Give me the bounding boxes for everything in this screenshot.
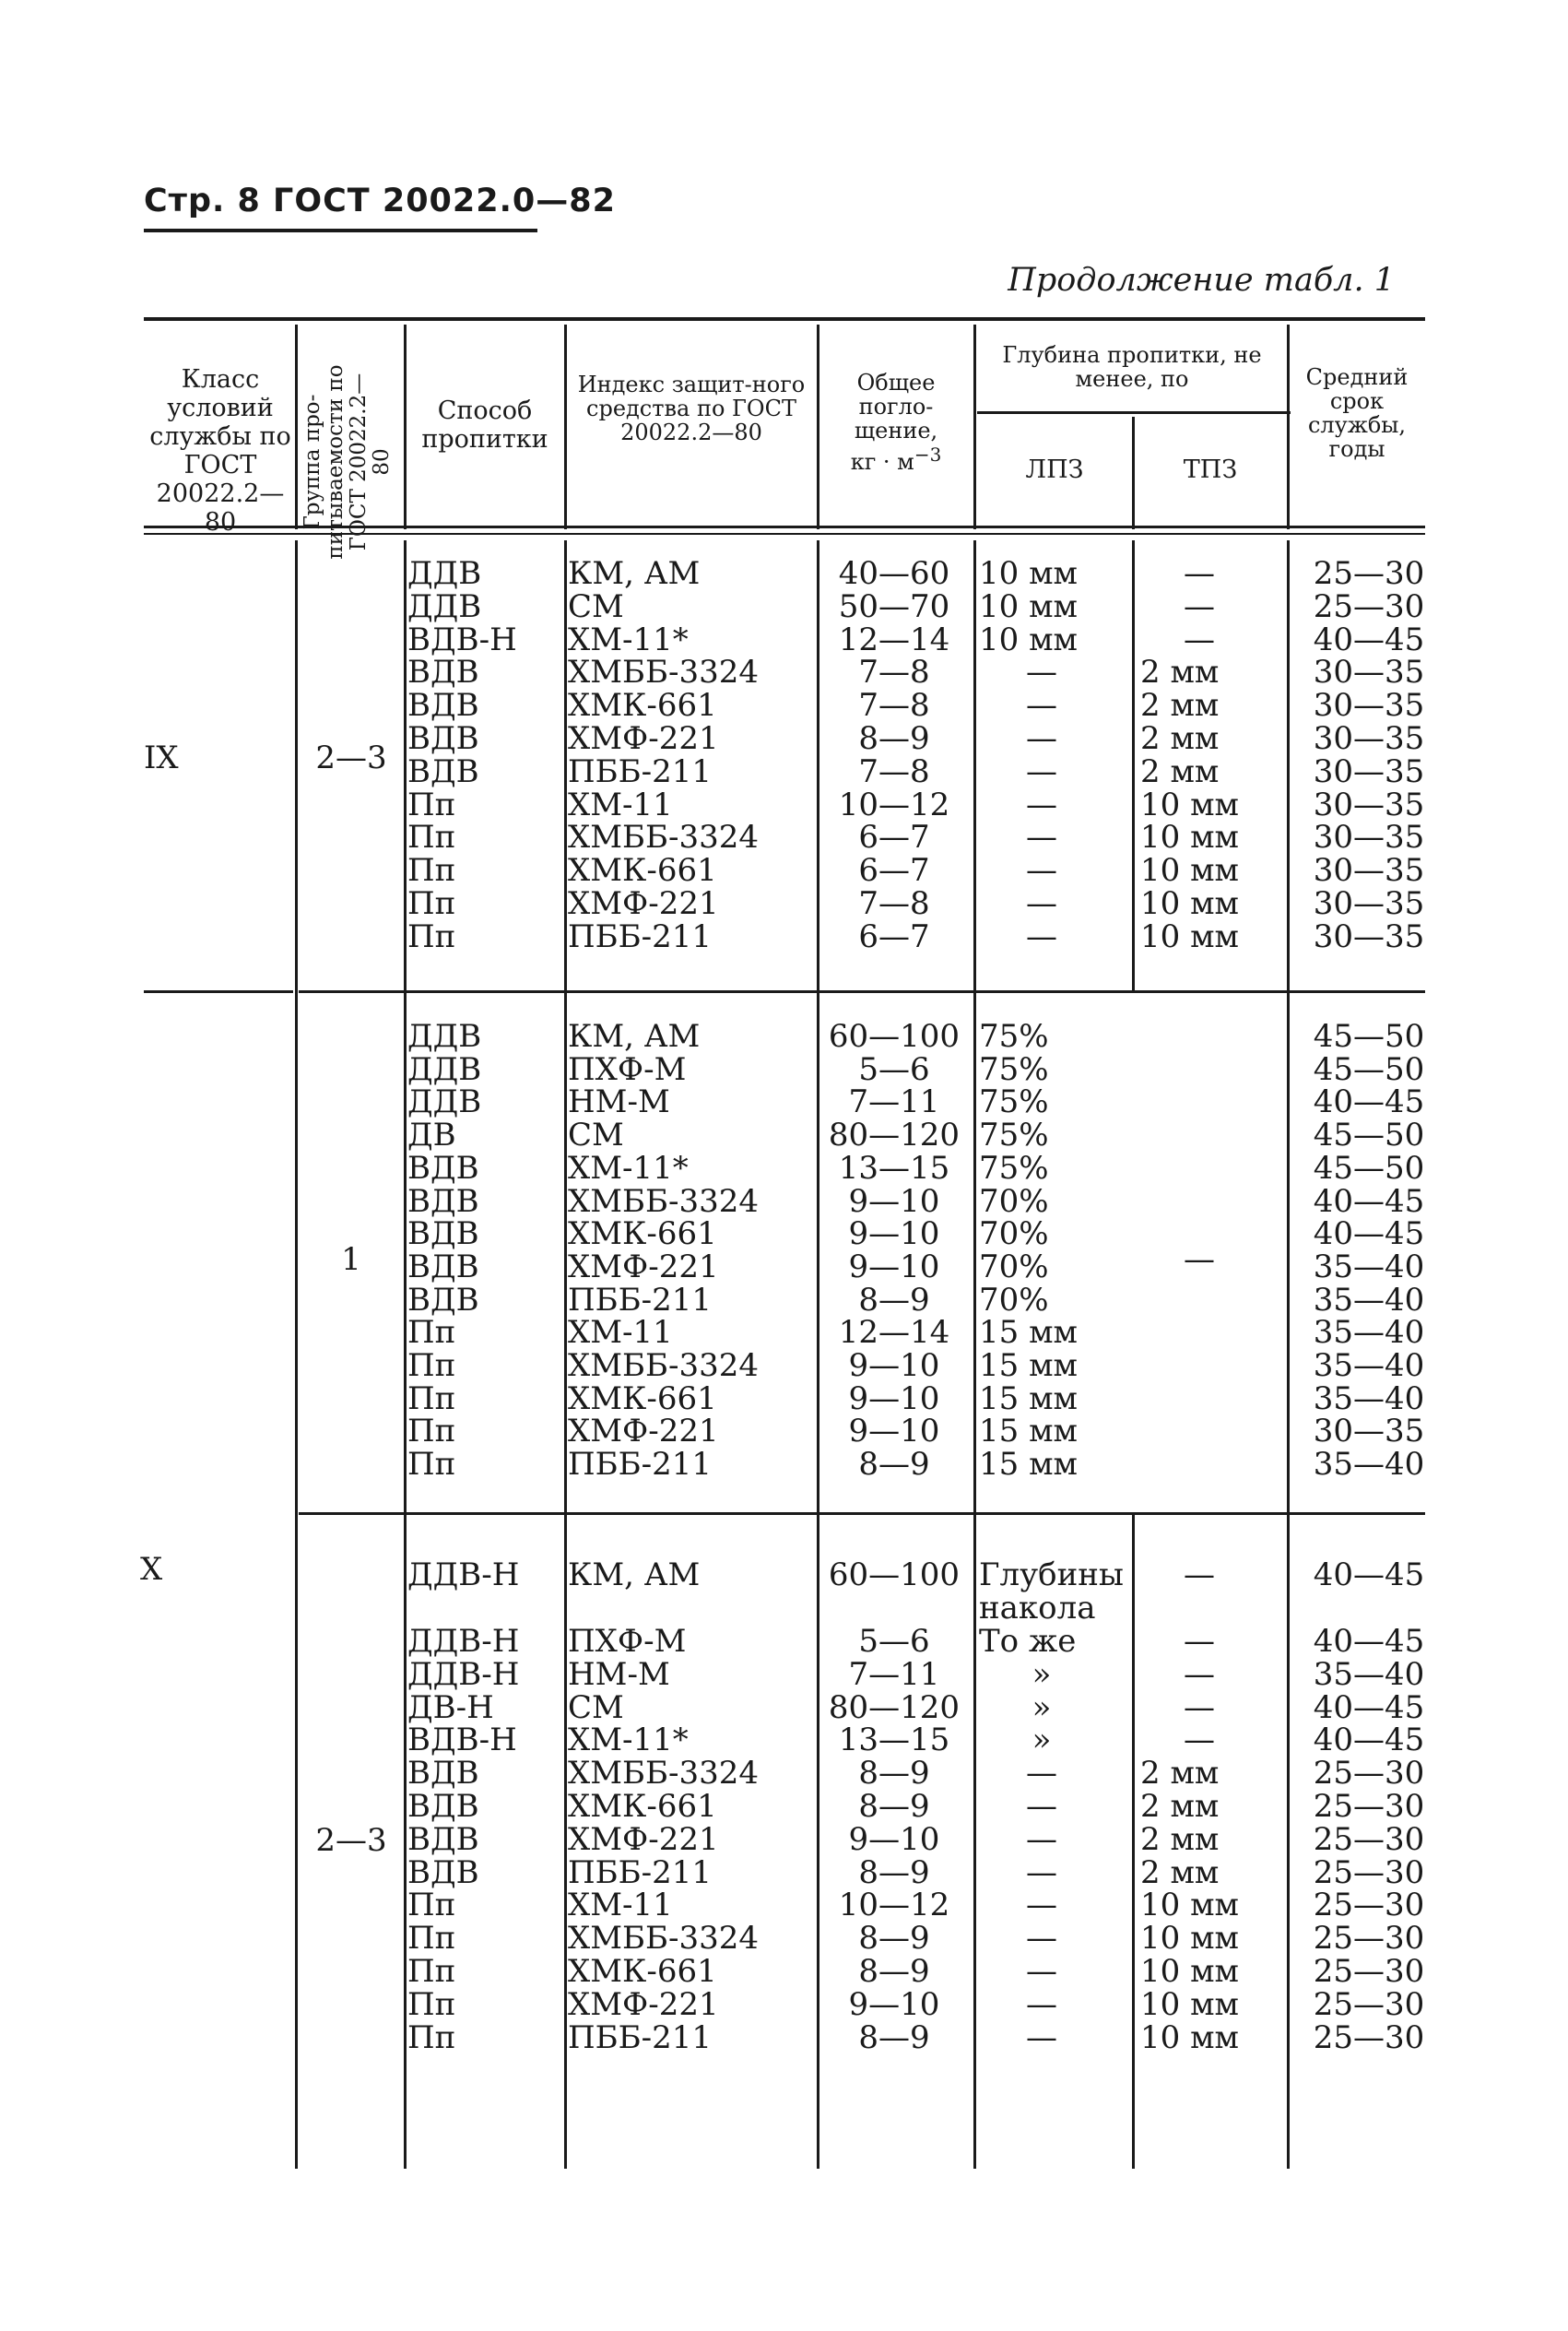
- cell-tpz: 2 мм: [1140, 1788, 1220, 1825]
- cell-lpz: Глубины накола: [979, 1556, 1124, 1627]
- cell-indeks: ХМ-11*: [568, 621, 689, 658]
- cell-indeks: ХМББ-3324: [568, 1755, 760, 1793]
- cell-indeks: ХМББ-3324: [568, 1347, 760, 1384]
- cell-indeks: ХМ-11*: [568, 1722, 689, 1759]
- cell-lpz: —: [1026, 819, 1057, 857]
- cell-sposob: ВДВ: [407, 1215, 479, 1253]
- cell-lpz: 70%: [979, 1281, 1049, 1319]
- cell-obshchee: 7—8: [858, 654, 930, 692]
- cell-sposob: Пп: [407, 1446, 456, 1484]
- cell-sposob: Пп: [407, 885, 456, 922]
- cell-lpz: 15 мм: [979, 1314, 1078, 1352]
- cell-lpz: 75%: [979, 1083, 1049, 1121]
- cell-lpz: —: [1026, 917, 1057, 955]
- cell-srok: 30—35: [1313, 917, 1425, 955]
- cell-sposob: ДДВ: [407, 1018, 482, 1055]
- cell-indeks: ПББ-211: [568, 1853, 713, 1891]
- cell-srok: 30—35: [1313, 720, 1425, 757]
- cell-srok: 25—30: [1313, 1953, 1425, 1990]
- cell-sposob: ВДВ: [407, 1853, 479, 1891]
- cell-indeks: ПХФ-М: [568, 1623, 687, 1660]
- cell-lpz: —: [1026, 852, 1057, 890]
- cell-obshchee: 9—10: [848, 1347, 940, 1384]
- cell-obshchee: 60—100: [828, 1556, 961, 1593]
- cell-obshchee: 5—6: [858, 1623, 930, 1660]
- cell-obshchee: 5—6: [858, 1050, 930, 1088]
- cell-lpz: То же: [979, 1623, 1077, 1660]
- cell-srok: 45—50: [1313, 1117, 1425, 1154]
- cell-obshchee: 6—7: [858, 917, 930, 955]
- cell-sposob: Пп: [407, 1347, 456, 1384]
- cell-srok: 30—35: [1313, 752, 1425, 790]
- cell-srok: 40—45: [1313, 1688, 1425, 1726]
- cell-obshchee: 7—8: [858, 885, 930, 922]
- cell-lpz: 75%: [979, 1149, 1049, 1187]
- cell-srok: 40—45: [1313, 1623, 1425, 1660]
- cell-obshchee: 40—60: [838, 555, 950, 592]
- cell-sposob: ДДВ: [407, 1083, 482, 1121]
- body-divider-7: [1287, 540, 1290, 2169]
- cell-indeks: СМ: [568, 587, 624, 625]
- header-indeks: Индекс защит-ного средства по ГОСТ 20022.2—80: [577, 372, 806, 445]
- cell-srok: 25—30: [1313, 1920, 1425, 1958]
- body-divider-4: [817, 540, 819, 2169]
- cell-indeks: ХМББ-3324: [568, 819, 760, 857]
- cell-tpz: 10 мм: [1140, 2018, 1239, 2056]
- cell-indeks: ХМ-11: [568, 1314, 673, 1352]
- cell-indeks: ХМ-11*: [568, 1149, 689, 1187]
- klass-ix: IX: [144, 740, 179, 776]
- cell-indeks: ХМББ-3324: [568, 654, 760, 692]
- cell-sposob: ВДВ: [407, 720, 479, 757]
- cell-obshchee: 7—8: [858, 687, 930, 725]
- cell-srok: 30—35: [1313, 885, 1425, 922]
- cell-indeks: ХМФ-221: [568, 1985, 719, 2023]
- cell-obshchee: 12—14: [838, 621, 950, 658]
- cell-srok: 35—40: [1313, 1347, 1425, 1384]
- header-klass: Класс условий службы по ГОСТ 20022.2—80: [149, 365, 291, 537]
- cell-indeks: КМ, АМ: [568, 1556, 701, 1593]
- cell-indeks: КМ, АМ: [568, 1018, 701, 1055]
- cell-tpz: 10 мм: [1140, 1985, 1239, 2023]
- cell-obshchee: 80—120: [828, 1117, 961, 1154]
- body-divider-1: [295, 540, 298, 2169]
- cell-sposob: Пп: [407, 1314, 456, 1352]
- header-tpz: ТПЗ: [1183, 456, 1238, 484]
- cell-tpz: 10 мм: [1140, 1920, 1239, 1958]
- cell-obshchee: 7—11: [848, 1083, 940, 1121]
- group-separator-ix-x-2: [299, 990, 1425, 993]
- cell-srok: 35—40: [1313, 1314, 1425, 1352]
- cell-obshchee: 9—10: [848, 1248, 940, 1285]
- cell-obshchee: 8—9: [858, 1788, 930, 1825]
- cell-obshchee: 9—10: [848, 1985, 940, 2023]
- cell-srok: 30—35: [1313, 654, 1425, 692]
- cell-indeks: ПХФ-М: [568, 1050, 687, 1088]
- cell-srok: 25—30: [1313, 1820, 1425, 1858]
- cell-lpz: 10 мм: [979, 587, 1078, 625]
- cell-indeks: ПББ-211: [568, 752, 713, 790]
- gruppa-ix: 2—3: [315, 740, 387, 776]
- cell-sposob: Пп: [407, 2018, 456, 2056]
- cell-lpz: 10 мм: [979, 555, 1078, 592]
- cell-sposob: ДВ-Н: [407, 1688, 494, 1726]
- cell-obshchee: 8—9: [858, 1755, 930, 1793]
- cell-obshchee: 8—9: [858, 720, 930, 757]
- cell-indeks: СМ: [568, 1688, 624, 1726]
- cell-srok: 35—40: [1313, 1281, 1425, 1319]
- cell-sposob: ДДВ-Н: [407, 1655, 520, 1693]
- cell-sposob: ВДВ: [407, 752, 479, 790]
- cell-obshchee: 7—11: [848, 1655, 940, 1693]
- cell-lpz: 75%: [979, 1050, 1049, 1088]
- cell-obshchee: 9—10: [848, 1379, 940, 1417]
- body-divider-5: [973, 540, 976, 2169]
- cell-srok: 30—35: [1313, 786, 1425, 823]
- cell-sposob: ДДВ: [407, 587, 482, 625]
- cell-lpz: 15 мм: [979, 1446, 1078, 1484]
- cell-sposob: ВДВ: [407, 1281, 479, 1319]
- header-lpz: ЛПЗ: [1025, 456, 1084, 484]
- cell-sposob: ВДВ: [407, 1248, 479, 1285]
- cell-obshchee: 8—9: [858, 2018, 930, 2056]
- cell-sposob: ВДВ: [407, 654, 479, 692]
- cell-srok: 30—35: [1313, 1413, 1425, 1450]
- cell-lpz: 75%: [979, 1018, 1049, 1055]
- cell-sposob: ВДВ: [407, 1820, 479, 1858]
- cell-sposob: Пп: [407, 1379, 456, 1417]
- cell-lpz: »: [1032, 1688, 1052, 1726]
- tpz-common-x-1: —: [1184, 1241, 1215, 1278]
- header-sposob: Способ пропитки: [421, 396, 548, 454]
- cell-sposob: Пп: [407, 1985, 456, 2023]
- cell-lpz: 15 мм: [979, 1347, 1078, 1384]
- cell-tpz: 10 мм: [1140, 786, 1239, 823]
- cell-srok: 35—40: [1313, 1379, 1425, 1417]
- cell-tpz: 2 мм: [1140, 1853, 1220, 1891]
- cell-sposob: Пп: [407, 1953, 456, 1990]
- cell-sposob: ДДВ-Н: [407, 1556, 520, 1593]
- cell-sposob: Пп: [407, 1413, 456, 1450]
- cell-lpz: 15 мм: [979, 1379, 1078, 1417]
- cell-obshchee: 8—9: [858, 1853, 930, 1891]
- cell-lpz: —: [1026, 1788, 1057, 1825]
- cell-lpz: —: [1026, 786, 1057, 823]
- cell-obshchee: 9—10: [848, 1182, 940, 1220]
- header-gruppa: Группа про-питываемости по ГОСТ 20022.2—80: [301, 364, 394, 560]
- cell-lpz: —: [1026, 687, 1057, 725]
- cell-tpz: —: [1184, 587, 1215, 625]
- cell-tpz: 2 мм: [1140, 720, 1220, 757]
- cell-indeks: ХМББ-3324: [568, 1920, 760, 1958]
- cell-sposob: ВДВ: [407, 1149, 479, 1187]
- cell-srok: 40—45: [1313, 1722, 1425, 1759]
- cell-tpz: 10 мм: [1140, 852, 1239, 890]
- cell-lpz: »: [1032, 1655, 1052, 1693]
- cell-srok: 25—30: [1313, 1853, 1425, 1891]
- cell-lpz: —: [1026, 2018, 1057, 2056]
- cell-obshchee: 13—15: [838, 1722, 950, 1759]
- cell-indeks: ХМФ-221: [568, 1820, 719, 1858]
- cell-obshchee: 8—9: [858, 1920, 930, 1958]
- cell-obshchee: 6—7: [858, 819, 930, 857]
- cell-obshchee: 7—8: [858, 752, 930, 790]
- cell-sposob: ВДВ-Н: [407, 621, 517, 658]
- cell-srok: 25—30: [1313, 1755, 1425, 1793]
- cell-srok: 45—50: [1313, 1018, 1425, 1055]
- cell-srok: 40—45: [1313, 1182, 1425, 1220]
- header-glubina: Глубина пропитки, не менее, по: [1002, 342, 1262, 392]
- cell-indeks: СМ: [568, 1117, 624, 1154]
- cell-tpz: 2 мм: [1140, 752, 1220, 790]
- cell-indeks: ХМФ-221: [568, 1248, 719, 1285]
- cell-obshchee: 8—9: [858, 1953, 930, 1990]
- cell-obshchee: 80—120: [828, 1688, 961, 1726]
- header-obshchee: Общее погло-щение, кг · $м^{-3}$: [850, 370, 942, 475]
- cell-indeks: НМ-М: [568, 1083, 670, 1121]
- cell-srok: 25—30: [1313, 555, 1425, 592]
- cell-srok: 30—35: [1313, 819, 1425, 857]
- cell-indeks: НМ-М: [568, 1655, 670, 1693]
- cell-lpz: —: [1026, 1920, 1057, 1958]
- cell-obshchee: 9—10: [848, 1215, 940, 1253]
- cell-tpz: —: [1184, 1688, 1215, 1726]
- cell-obshchee: 10—12: [838, 786, 950, 823]
- cell-srok: 35—40: [1313, 1248, 1425, 1285]
- cell-sposob: ДДВ: [407, 1050, 482, 1088]
- cell-sposob: Пп: [407, 1920, 456, 1958]
- cell-lpz: —: [1026, 752, 1057, 790]
- cell-lpz: 75%: [979, 1117, 1049, 1154]
- cell-indeks: ПББ-211: [568, 2018, 713, 2056]
- page-header: Стр. 8 ГОСТ 20022.0—82: [144, 183, 616, 219]
- body-divider-6: [1132, 540, 1135, 992]
- cell-tpz: —: [1184, 555, 1215, 592]
- cell-sposob: ДДВ: [407, 555, 482, 592]
- cell-sposob: ВДВ: [407, 687, 479, 725]
- cell-obshchee: 12—14: [838, 1314, 950, 1352]
- cell-obshchee: 50—70: [838, 587, 950, 625]
- table-top-rule: [144, 317, 1425, 321]
- cell-sposob: Пп: [407, 917, 456, 955]
- cell-srok: 25—30: [1313, 2018, 1425, 2056]
- cell-indeks: ПББ-211: [568, 1281, 713, 1319]
- cell-tpz: 10 мм: [1140, 885, 1239, 922]
- cell-srok: 30—35: [1313, 852, 1425, 890]
- cell-tpz: 10 мм: [1140, 1953, 1239, 1990]
- cell-lpz: 70%: [979, 1248, 1049, 1285]
- cell-sposob: Пп: [407, 819, 456, 857]
- cell-obshchee: 6—7: [858, 852, 930, 890]
- group-separator-ix-x: [144, 990, 293, 993]
- cell-tpz: 2 мм: [1140, 687, 1220, 725]
- cell-indeks: КМ, АМ: [568, 555, 701, 592]
- cell-srok: 45—50: [1313, 1149, 1425, 1187]
- group-separator-x1-x23: [299, 1512, 1425, 1515]
- cell-sposob: ДДВ-Н: [407, 1623, 520, 1660]
- table-continuation-label: Продолжение табл. 1: [1008, 262, 1395, 299]
- cell-srok: 35—40: [1313, 1655, 1425, 1693]
- cell-srok: 40—45: [1313, 1215, 1425, 1253]
- cell-tpz: —: [1184, 1623, 1215, 1660]
- cell-lpz: —: [1026, 720, 1057, 757]
- cell-indeks: ХМК-661: [568, 1215, 717, 1253]
- cell-indeks: ХМББ-3324: [568, 1182, 760, 1220]
- cell-lpz: 70%: [979, 1182, 1049, 1220]
- cell-tpz: 2 мм: [1140, 1755, 1220, 1793]
- cell-sposob: Пп: [407, 852, 456, 890]
- cell-lpz: —: [1026, 1820, 1057, 1858]
- cell-srok: 40—45: [1313, 1083, 1425, 1121]
- cell-indeks: ХМ-11: [568, 1887, 673, 1924]
- cell-tpz: —: [1184, 1655, 1215, 1693]
- cell-indeks: ХМФ-221: [568, 1413, 719, 1450]
- cell-obshchee: 9—10: [848, 1820, 940, 1858]
- cell-sposob: Пп: [407, 786, 456, 823]
- cell-obshchee: 9—10: [848, 1413, 940, 1450]
- cell-obshchee: 8—9: [858, 1281, 930, 1319]
- cell-srok: 40—45: [1313, 621, 1425, 658]
- body-divider-2: [404, 540, 407, 2169]
- cell-obshchee: 60—100: [828, 1018, 961, 1055]
- cell-sposob: ДВ: [407, 1117, 456, 1154]
- cell-tpz: 10 мм: [1140, 917, 1239, 955]
- cell-obshchee: 13—15: [838, 1149, 950, 1187]
- cell-obshchee: 10—12: [838, 1887, 950, 1924]
- cell-indeks: ПББ-211: [568, 1446, 713, 1484]
- cell-indeks: ХМК-661: [568, 852, 717, 890]
- cell-lpz: —: [1026, 1953, 1057, 1990]
- cell-indeks: ПББ-211: [568, 917, 713, 955]
- cell-lpz: —: [1026, 654, 1057, 692]
- cell-obshchee: 8—9: [858, 1446, 930, 1484]
- cell-srok: 45—50: [1313, 1050, 1425, 1088]
- cell-indeks: ХМК-661: [568, 1788, 717, 1825]
- cell-tpz: 10 мм: [1140, 1887, 1239, 1924]
- glubina-sub-rule: [977, 411, 1291, 414]
- body-divider-3: [564, 540, 567, 2169]
- cell-indeks: ХМФ-221: [568, 720, 719, 757]
- cell-srok: 35—40: [1313, 1446, 1425, 1484]
- cell-srok: 25—30: [1313, 1887, 1425, 1924]
- cell-srok: 30—35: [1313, 687, 1425, 725]
- cell-lpz: 70%: [979, 1215, 1049, 1253]
- cell-lpz: —: [1026, 885, 1057, 922]
- cell-lpz: —: [1026, 1853, 1057, 1891]
- body-divider-6b: [1132, 1512, 1135, 2169]
- cell-tpz: 2 мм: [1140, 654, 1220, 692]
- cell-lpz: »: [1032, 1722, 1052, 1759]
- cell-lpz: 10 мм: [979, 621, 1078, 658]
- header-underline: [144, 229, 537, 232]
- cell-sposob: ВДВ-Н: [407, 1722, 517, 1759]
- cell-lpz: 15 мм: [979, 1413, 1078, 1450]
- cell-tpz: —: [1184, 1722, 1215, 1759]
- cell-indeks: ХМ-11: [568, 786, 673, 823]
- cell-indeks: ХМК-661: [568, 1379, 717, 1417]
- cell-tpz: —: [1184, 621, 1215, 658]
- cell-tpz: 2 мм: [1140, 1820, 1220, 1858]
- cell-srok: 25—30: [1313, 1788, 1425, 1825]
- cell-sposob: ВДВ: [407, 1788, 479, 1825]
- cell-sposob: ВДВ: [407, 1182, 479, 1220]
- cell-srok: 40—45: [1313, 1556, 1425, 1593]
- cell-tpz: 10 мм: [1140, 819, 1239, 857]
- cell-tpz: —: [1184, 1556, 1215, 1593]
- cell-lpz: —: [1026, 1755, 1057, 1793]
- cell-sposob: Пп: [407, 1887, 456, 1924]
- cell-lpz: —: [1026, 1887, 1057, 1924]
- col-divider-5: [973, 325, 976, 529]
- cell-srok: 25—30: [1313, 587, 1425, 625]
- gruppa-x-2-3: 2—3: [315, 1822, 387, 1859]
- cell-lpz: —: [1026, 1985, 1057, 2023]
- gruppa-x-1: 1: [341, 1241, 361, 1278]
- cell-indeks: ХМФ-221: [568, 885, 719, 922]
- klass-x: X: [140, 1551, 163, 1588]
- cell-indeks: ХМК-661: [568, 1953, 717, 1990]
- cell-sposob: ВДВ: [407, 1755, 479, 1793]
- cell-indeks: ХМК-661: [568, 687, 717, 725]
- header-srok: Средний срок службы, годы: [1305, 364, 1409, 462]
- cell-srok: 25—30: [1313, 1985, 1425, 2023]
